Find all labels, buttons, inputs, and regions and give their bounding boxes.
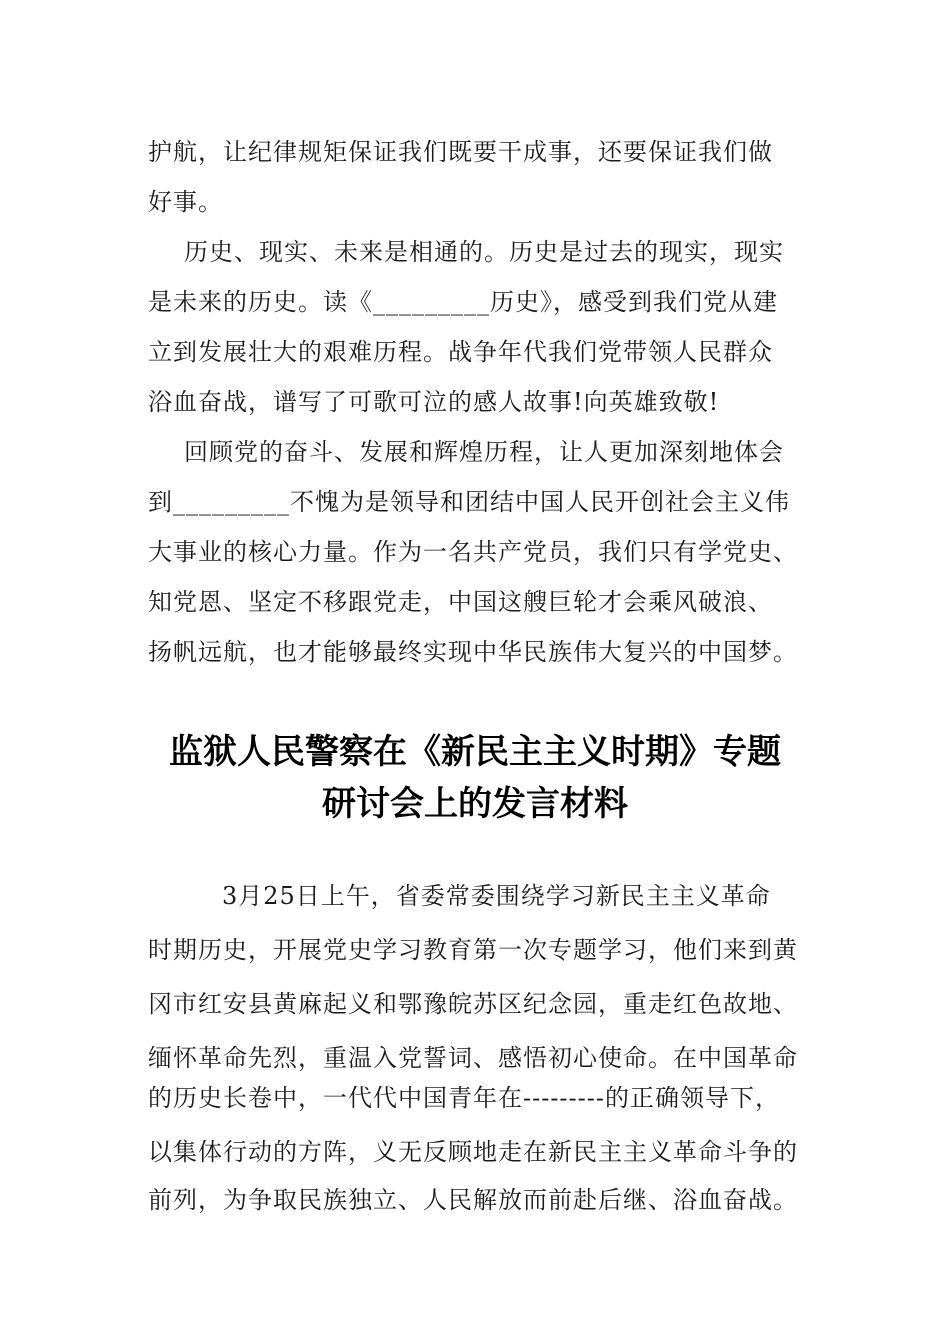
title-line-1: 监狱人民警察在《新民主主义时期》专题 — [169, 732, 781, 772]
text-line: 护航，让纪律规矩保证我们既要干成事，还要保证我们做 — [148, 138, 773, 166]
text-line: 回顾党的奋斗、发展和辉煌历程，让人更加深刻地体会 — [184, 438, 784, 466]
text-line: 的历史长卷中，一代代中国青年在---------的正确领导下， — [148, 1084, 780, 1112]
text-line: 冈市红安县黄麻起义和鄂豫皖苏区纪念园，重走红色故地、 — [148, 990, 798, 1018]
text-line: 知党恩、坚定不移跟党走，中国这艘巨轮才会乘风破浪、 — [148, 588, 773, 616]
text-line: 大事业的核心力量。作为一名共产党员，我们只有学党史、 — [148, 538, 798, 566]
text-line: 立到发展壮大的艰难历程。战争年代我们党带领人民群众 — [148, 338, 773, 366]
text-line: 好事。 — [148, 188, 223, 216]
text-line: 缅怀革命先烈，重温入党誓词、感悟初心使命。在中国革命 — [148, 1044, 798, 1072]
text-line: 以集体行动的方阵，义无反顾地走在新民主主义革命斗争的 — [148, 1138, 798, 1166]
text-line: 时期历史，开展党史学习教育第一次专题学习，他们来到黄 — [148, 936, 798, 964]
text-line: 到_________不愧为是领导和团结中国人民开创社会主义伟 — [148, 488, 790, 516]
text-line: 是未来的历史。读《_________历史》，感受到我们党从建 — [148, 288, 778, 316]
text-line: 历史、现实、未来是相通的。历史是过去的现实，现实 — [184, 238, 784, 266]
text-line: 3月25日上午，省委常委围绕学习新民主主义革命 — [222, 882, 771, 910]
text-line: 前列，为争取民族独立、人民解放而前赴后继、浴血奋战。 — [148, 1186, 798, 1214]
text-line: 扬帆远航，也才能够最终实现中华民族伟大复兴的中国梦。 — [148, 638, 798, 666]
title-line-2: 研讨会上的发言材料 — [322, 784, 628, 824]
text-line: 浴血奋战，谱写了可歌可泣的感人故事!向英雄致敬! — [148, 388, 720, 416]
